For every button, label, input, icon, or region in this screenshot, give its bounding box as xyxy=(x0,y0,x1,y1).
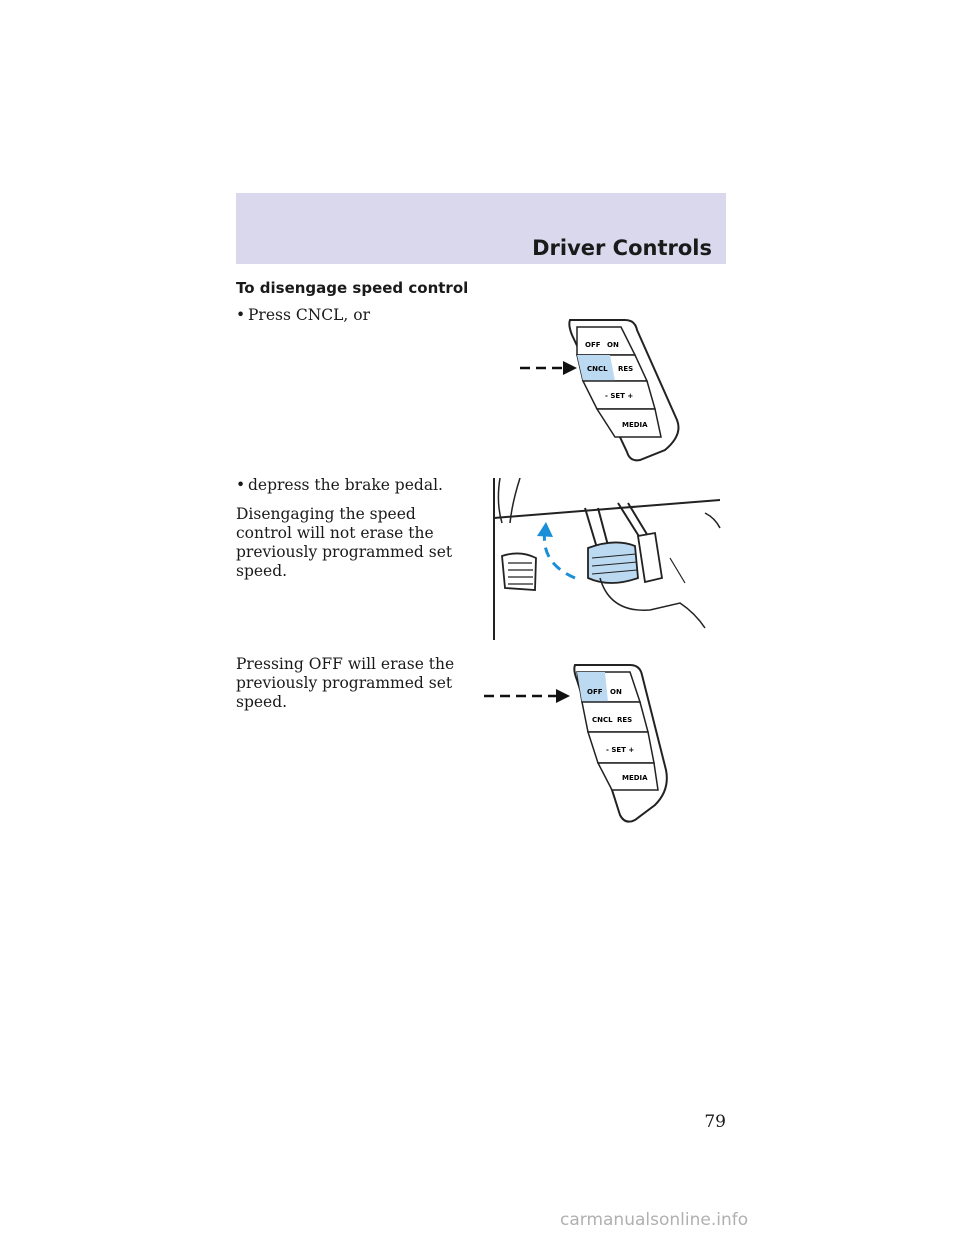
page-number: 79 xyxy=(704,1112,726,1132)
media-label: MEDIA xyxy=(622,774,648,782)
bullet-dot: • xyxy=(236,476,246,494)
set-label: - SET + xyxy=(606,746,635,754)
set-label: - SET + xyxy=(605,392,634,400)
on-label: ON xyxy=(607,341,619,349)
bullet-press-cncl xyxy=(236,306,476,325)
off-label: OFF xyxy=(585,341,601,349)
section-title: Driver Controls xyxy=(532,236,712,260)
pointer-arrow-head xyxy=(556,689,570,703)
res-label: RES xyxy=(618,365,634,373)
bullet-dot: • xyxy=(236,306,246,324)
speed-control-switch-figure-off xyxy=(480,660,670,830)
on-label: ON xyxy=(610,688,622,696)
pointer-arrow-head xyxy=(563,361,577,375)
res-label: RES xyxy=(617,716,633,724)
upward-arrow-line xyxy=(544,530,575,578)
section-header-band xyxy=(236,193,726,264)
cncl-label: CNCL xyxy=(592,716,613,724)
bullet-text: Press CNCL, or xyxy=(248,306,371,324)
section-heading: To disengage speed control xyxy=(236,279,469,297)
off-label: OFF xyxy=(587,688,603,696)
upward-arrow-head xyxy=(537,522,553,537)
footer-watermark: carmanualsonline.info xyxy=(560,1210,749,1230)
paragraph-disengaging: Disengaging the speed control will not erase the previously programmed set speed. xyxy=(236,505,453,580)
speed-control-switch-figure-cncl xyxy=(515,315,695,465)
media-label: MEDIA xyxy=(622,421,648,429)
brake-pedal-figure xyxy=(490,478,730,643)
bullet-brake-pedal xyxy=(236,476,476,495)
bullet-text: depress the brake pedal. xyxy=(248,476,443,494)
cncl-label: CNCL xyxy=(587,365,608,373)
paragraph-pressing-off: Pressing OFF will erase the previously programmed set speed. xyxy=(236,655,455,711)
